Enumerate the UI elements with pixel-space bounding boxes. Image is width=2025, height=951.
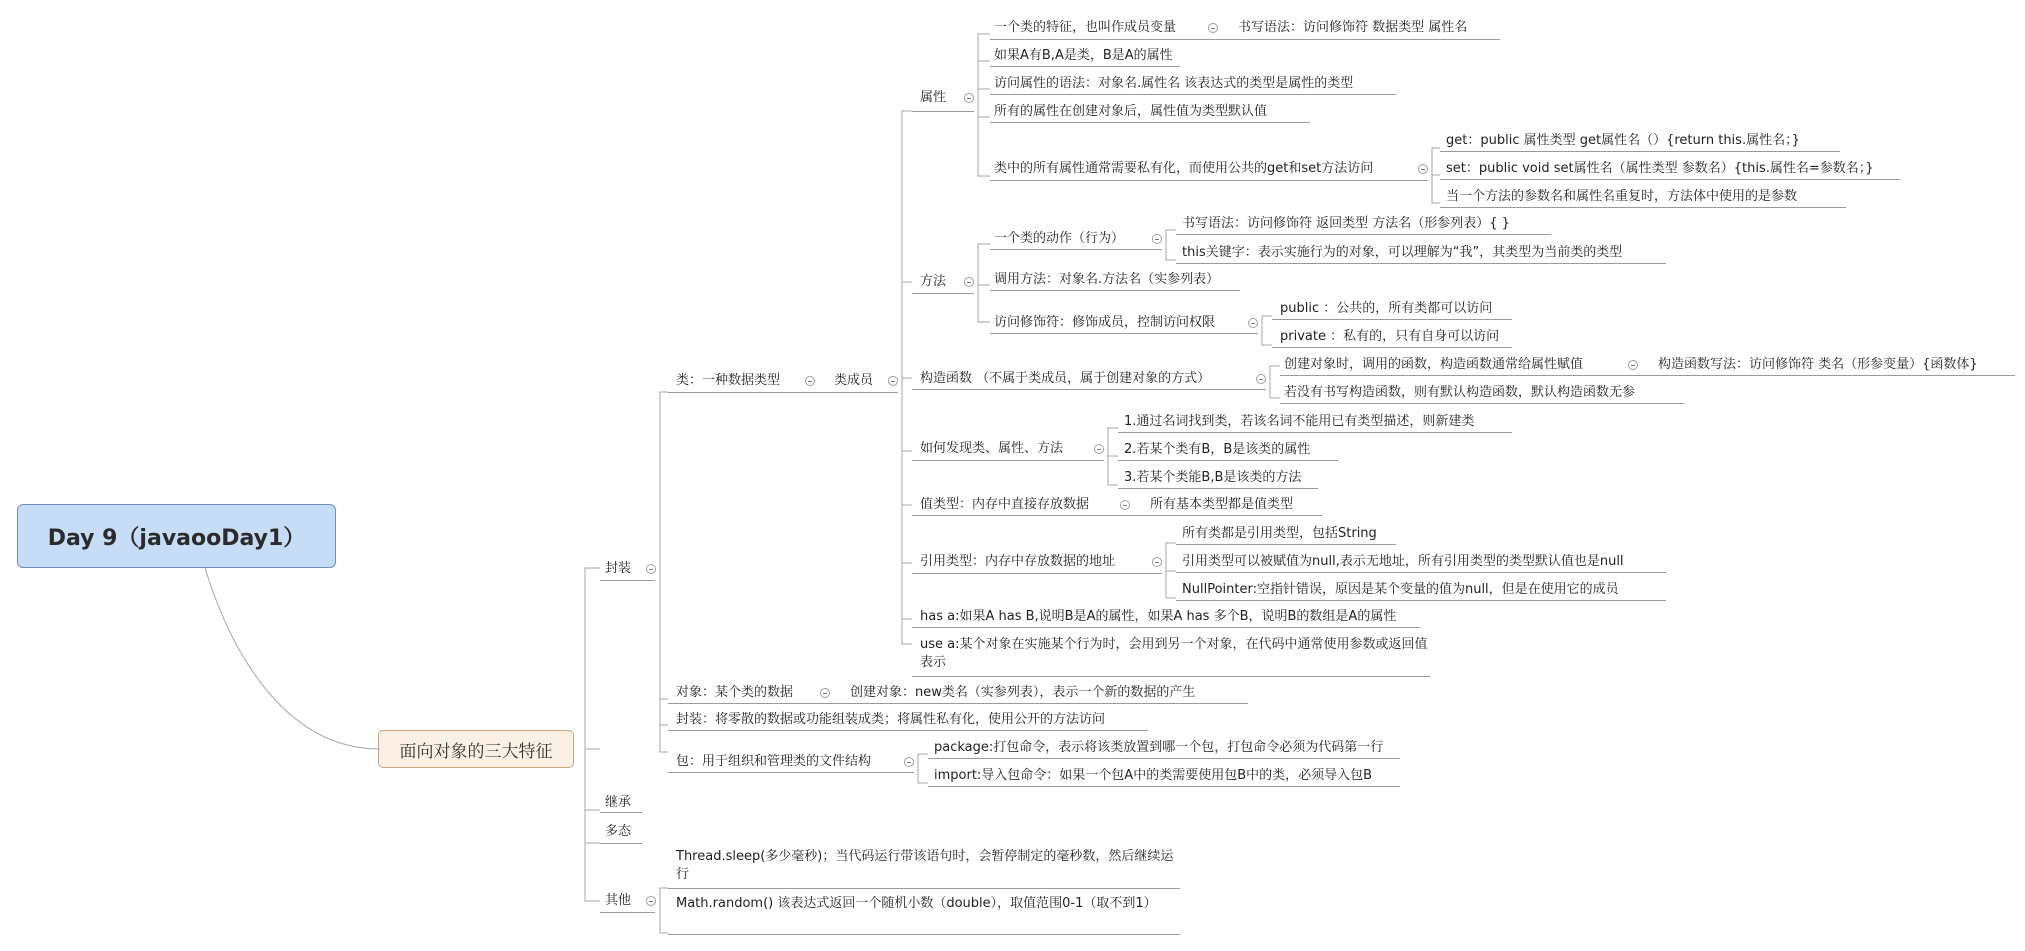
underline bbox=[990, 122, 1310, 123]
collapse-private-icon[interactable] bbox=[1418, 164, 1428, 174]
underline bbox=[1176, 544, 1396, 545]
root-topic[interactable] bbox=[17, 504, 336, 568]
package-item[interactable]: package:打包命令，表示将该类放置到哪一个包，打包命令必须为代码第一行 bbox=[934, 740, 1384, 755]
collapse-attr-feature-icon[interactable] bbox=[1208, 23, 1218, 33]
branch-polymorphism[interactable]: 多态 bbox=[605, 824, 632, 839]
discover-item[interactable]: 3.若某个类能B,B是该类的方法 bbox=[1124, 470, 1302, 485]
method-call[interactable]: 调用方法：对象名.方法名（实参列表） bbox=[994, 272, 1220, 287]
collapse-members-icon[interactable] bbox=[888, 376, 898, 386]
attribute-item[interactable]: 所有的属性在创建对象后，属性值为类型默认值 bbox=[994, 104, 1268, 119]
attribute-item[interactable]: 访问属性的语法：对象名.属性名 该表达式的类型是属性的类型 bbox=[994, 76, 1354, 91]
method-this[interactable]: this关键字：表示实施行为的对象，可以理解为“我”，其类型为当前类的类型 bbox=[1182, 245, 1623, 260]
underline bbox=[1440, 151, 1840, 152]
discover-item[interactable]: 2.若某个类有B，B是该类的属性 bbox=[1124, 442, 1311, 457]
branch-encapsulation[interactable]: 封装 bbox=[605, 561, 632, 576]
collapse-constructor-icon[interactable] bbox=[1256, 374, 1266, 384]
constructor-syntax[interactable]: 构造函数写法：访问修饰符 类名（形参变量）{函数体} bbox=[1658, 357, 1978, 372]
underline bbox=[912, 515, 1322, 516]
underline bbox=[928, 758, 1400, 759]
attribute-syntax[interactable]: 书写语法：访问修饰符 数据类型 属性名 bbox=[1238, 20, 1468, 35]
underline bbox=[1118, 460, 1338, 461]
method-modifier[interactable]: 访问修饰符：修饰成员，控制访问权限 bbox=[994, 315, 1216, 330]
attribute-get[interactable]: get：public 属性类型 get属性名（）{return this.属性名；} bbox=[1446, 133, 1800, 148]
underline bbox=[928, 786, 1400, 787]
underline bbox=[912, 627, 1420, 628]
ref-type-item[interactable]: NullPointer:空指针错误，原因是某个变量的值为null，但是在使用它的成员 bbox=[1182, 582, 1619, 597]
object-create[interactable]: 创建对象：new类名（实参列表），表示一个新的数据的产生 bbox=[850, 685, 1196, 700]
underline bbox=[668, 392, 898, 393]
main-topic-label: 面向对象的三大特征 bbox=[399, 741, 553, 762]
constructor-default[interactable]: 若没有书写构造函数，则有默认构造函数，默认构造函数无参 bbox=[1284, 385, 1636, 400]
underline bbox=[1176, 263, 1666, 264]
package-item[interactable]: import:导入包命令：如果一个包A中的类需要使用包B中的类，必须导入包B bbox=[934, 768, 1373, 783]
ref-type-node[interactable]: 引用类型：内存中存放数据的地址 bbox=[920, 554, 1116, 569]
underline bbox=[912, 460, 1104, 461]
attribute-item[interactable]: 如果A有B,A是类，B是A的属性 bbox=[994, 48, 1173, 63]
underline bbox=[912, 111, 974, 112]
collapse-discover-icon[interactable] bbox=[1094, 444, 1104, 454]
collapse-encapsulation-icon[interactable] bbox=[646, 564, 656, 574]
underline bbox=[990, 39, 1500, 40]
class-node[interactable]: 类：一种数据类型 bbox=[676, 373, 781, 388]
collapse-object-icon[interactable] bbox=[820, 688, 830, 698]
object-node[interactable]: 对象：某个类的数据 bbox=[676, 685, 794, 700]
method-node[interactable]: 方法 bbox=[920, 274, 947, 289]
has-a-node[interactable]: has a:如果A has B,说明B是A的属性，如果A has 多个B，说明B的数组是A的属性 bbox=[920, 609, 1397, 624]
collapse-method-icon[interactable] bbox=[964, 277, 974, 287]
attribute-set[interactable]: set：public void set属性名（属性类型 参数名）{this.属性名=参数名；} bbox=[1446, 161, 1874, 176]
underline bbox=[668, 703, 1248, 704]
underline bbox=[1118, 432, 1512, 433]
underline bbox=[912, 676, 1430, 677]
underline bbox=[990, 333, 1258, 334]
underline bbox=[668, 730, 1148, 731]
main-topic[interactable] bbox=[378, 730, 574, 768]
underline bbox=[600, 912, 655, 913]
underline bbox=[1176, 600, 1666, 601]
package-node[interactable]: 包：用于组织和管理类的文件结构 bbox=[676, 754, 872, 769]
underline bbox=[1272, 347, 1512, 348]
underline bbox=[1272, 319, 1512, 320]
underline bbox=[668, 772, 914, 773]
ref-type-item[interactable]: 引用类型可以被赋值为null,表示无地址，所有引用类型的类型默认值也是null bbox=[1182, 554, 1624, 569]
value-type-note[interactable]: 所有基本类型都是值类型 bbox=[1150, 497, 1294, 512]
discover-item[interactable]: 1.通过名词找到类，若该名词不能用已有类型描述，则新建类 bbox=[1124, 414, 1475, 429]
collapse-others-icon[interactable] bbox=[646, 896, 656, 906]
attribute-item[interactable]: 类中的所有属性通常需要私有化，而使用公共的get和set方法访问 bbox=[994, 161, 1374, 176]
underline bbox=[990, 290, 1240, 291]
collapse-value-type-icon[interactable] bbox=[1120, 500, 1130, 510]
branch-others[interactable]: 其他 bbox=[605, 893, 632, 908]
other-item-random[interactable]: Math.random() 该表达式返回一个随机小数（double），取值范围0-1（取不到1） bbox=[676, 896, 1157, 911]
underline bbox=[1176, 234, 1551, 235]
underline bbox=[600, 580, 655, 581]
modifier-public[interactable]: public ：公共的，所有类都可以访问 bbox=[1280, 301, 1493, 316]
underline bbox=[990, 249, 1162, 250]
discover-node[interactable]: 如何发现类、属性、方法 bbox=[920, 441, 1064, 456]
collapse-constructor-create-icon[interactable] bbox=[1628, 360, 1638, 370]
underline bbox=[668, 888, 1180, 889]
constructor-create[interactable]: 创建对象时，调用的函数，构造函数通常给属性赋值 bbox=[1284, 357, 1584, 372]
underline bbox=[1280, 403, 1684, 404]
method-action[interactable]: 一个类的动作（行为） bbox=[994, 231, 1125, 246]
collapse-attribute-icon[interactable] bbox=[964, 93, 974, 103]
underline bbox=[1440, 207, 1846, 208]
underline bbox=[1118, 488, 1318, 489]
attribute-item[interactable]: 一个类的特征，也叫作成员变量 bbox=[994, 20, 1177, 35]
ref-type-item[interactable]: 所有类都是引用类型，包括String bbox=[1182, 526, 1377, 541]
underline bbox=[990, 94, 1396, 95]
underline bbox=[912, 389, 1266, 390]
collapse-package-icon[interactable] bbox=[904, 757, 914, 767]
underline bbox=[990, 180, 1428, 181]
use-a-node[interactable]: use a:某个对象在实施某个行为时，会用到另一个对象，在代码中通常使用参数或返回值表示 bbox=[920, 637, 1428, 670]
collapse-modifier-icon[interactable] bbox=[1248, 318, 1258, 328]
attribute-node[interactable]: 属性 bbox=[920, 90, 947, 105]
underline bbox=[1280, 375, 2015, 376]
encapsulation-def[interactable]: 封装：将零散的数据或功能组装成类；将属性私有化，使用公开的方法访问 bbox=[676, 712, 1106, 727]
class-members[interactable]: 类成员 bbox=[834, 373, 874, 388]
underline bbox=[1440, 179, 1900, 180]
underline bbox=[668, 934, 1180, 935]
modifier-private[interactable]: private ：私有的，只有自身可以访问 bbox=[1280, 329, 1500, 344]
other-item-thread[interactable]: Thread.sleep(多少毫秒)；当代码运行带该语句时，会暂停制定的毫秒数，然后继续运行 bbox=[676, 849, 1174, 882]
underline bbox=[600, 843, 642, 844]
collapse-ref-type-icon[interactable] bbox=[1152, 557, 1162, 567]
underline bbox=[1176, 572, 1666, 573]
branch-inheritance[interactable]: 继承 bbox=[605, 795, 632, 810]
root-label: Day 9（javaooDay1） bbox=[47, 525, 306, 551]
method-syntax[interactable]: 书写语法：访问修饰符 返回类型 方法名（形参列表）{ } bbox=[1182, 216, 1510, 231]
underline bbox=[912, 293, 974, 294]
value-type-node[interactable]: 值类型：内存中直接存放数据 bbox=[920, 497, 1090, 512]
underline bbox=[912, 573, 1162, 574]
attribute-same-name[interactable]: 当一个方法的参数名和属性名重复时，方法体中使用的是参数 bbox=[1446, 189, 1798, 204]
collapse-class-icon[interactable] bbox=[805, 376, 815, 386]
collapse-action-icon[interactable] bbox=[1152, 234, 1162, 244]
underline bbox=[990, 66, 1180, 67]
underline bbox=[600, 812, 642, 813]
constructor-node[interactable]: 构造函数 （不属于类成员，属于创建对象的方式） bbox=[920, 371, 1211, 386]
